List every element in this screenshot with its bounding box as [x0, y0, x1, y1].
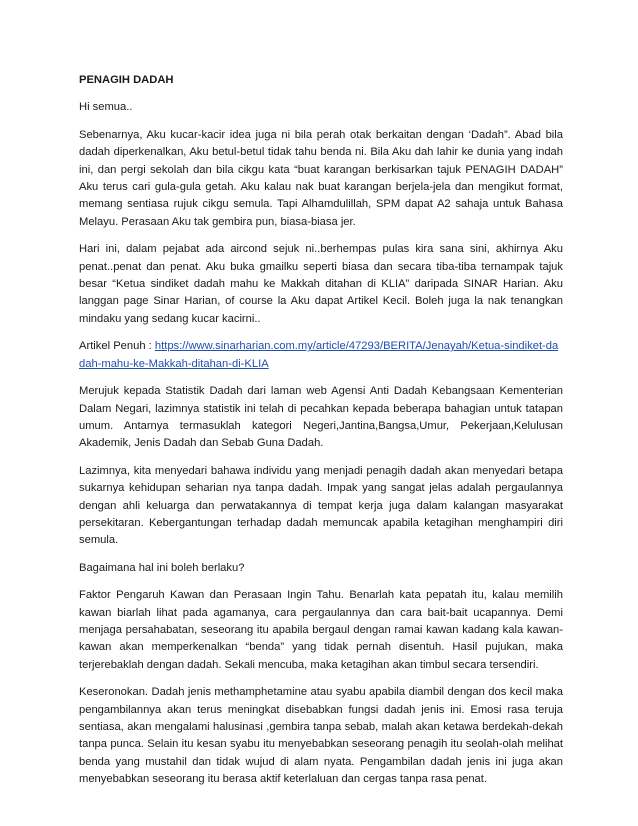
article-reference	[79, 338, 563, 373]
paragraph-impact: Lazimnya, kita menyedari bahawa individu yang menjadi penagih dadah akan menyedari betapa sukarnya kehidupan seharian nya tanpa dadah. Impak yang sangat jelas adalah pergaulannya dengan ahli keluarga dan perwatakannya di tempat kerja juga dalam kalangan masyarakat persekitaran. Kebergantungan terhadap dadah memuncak apabila ketagihan menghampiri diri semula.	[79, 464, 563, 547]
article-link[interactable]: https://www.sinarharian.com.my/article/47293/BERITA/Jenayah/Ketua-sindiket-dadah-mahu-ke-Makkah-ditahan-di-KLIA	[79, 340, 559, 370]
paragraph-today: Hari ini, dalam pejabat ada aircond sejuk ni..berhempas pulas kira sana sini, akhirnya Aku penat..penat dan penat. Aku buka gmailku seperti biasa dan secara tiba-tiba ternampak tajuk besar “Ketua sindiket dadah mahu ke Makkah ditahan di KLIA” daripada SINAR Harian. Aku langgan page Sinar Harian, of course la Aku dapat Artikel Kecil. Boleh juga la nak tenangkan mindaku yang sedang kucar kacirni..	[79, 243, 563, 325]
paragraph-pleasure: Keseronokan. Dadah jenis methamphetamine atau syabu apabila diambil dengan dos kecil maka pengambilannya akan terus meningkat disebabkan fungsi dadah jenis ini. Emosi rasa teruja sentiasa, akan mengalami halusinasi ,gembira tanpa sebab, malah akan ketawa berdekah-dekah tanpa punca. Selain itu kesan syabu itu menyebabkan seseorang penagih itu seolah-olah melihat benda yang mustahil dan tidak wujud di alam nyata. Pengambilan dadah jenis ini juga akan menyebabkan seseorang itu berasa aktif keterlaluan dan cergas tanpa rasa penat.	[79, 686, 563, 786]
document-page	[79, 72, 563, 799]
greeting: Hi semua..	[79, 101, 133, 114]
document-title: PENAGIH DADAH	[79, 74, 174, 86]
paragraph-peer-influence: Faktor Pengaruh Kawan dan Perasaan Ingin Tahu. Benarlah kata pepatah itu, kalau memilih kawan biarlah lihat pada agamanya, cara pergaulannya dan cara bait-bait ucapannya. Demi menjaga persahabatan, seseorang itu apabila bergaul dengan ramai kawan kadang kala kawan-kawan akan memperkenalkan “benda” yang tidak pernah disentuh. Hasil pujukan, maka terjerebaklah dengan dadah. Sekali mencuba, maka ketagihan akan timbul secara tersendiri.	[79, 589, 563, 671]
paragraph-question: Bagaimana hal ini boleh berlaku?	[79, 561, 245, 574]
article-label: Artikel Penuh :	[79, 340, 155, 353]
paragraph-intro: Sebenarnya, Aku kucar-kacir idea juga ni bila perah otak berkaitan dengan ‘Dadah”. Abad bila dadah diperkenalkan, Aku betul-betul tidak tahu benda ni. Bila Aku dah lahir ke dunia yang indah ini, dan pergi sekolah dan bila cikgu kata “buat karangan berkisarkan tajuk PENAGIH DADAH” Aku terus cari gula-gula getah. Aku kalau nak buat karangan berjela-jela dan mengikut format, memang sentiasa rujuk cikgu semula. Tapi Alhamdulillah, SPM dapat A2 sahaja untuk Bahasa Melayu. Perasaan Aku tak gembira pun, biasa-biasa jer.	[79, 128, 563, 228]
paragraph-statistics: Merujuk kepada Statistik Dadah dari laman web Agensi Anti Dadah Kebangsaan Kementerian Dalam Negari, lazimnya statistik ini telah di pecahkan kepada beberapa bahagian untuk tatapan umum. Antarnya termasuklah kategori Negeri,Jantina,Bangsa,Umur, Pekerjaan,Kelulusan Akademik, Jenis Dadah dan Sebab Guna Dadah.	[79, 385, 563, 450]
